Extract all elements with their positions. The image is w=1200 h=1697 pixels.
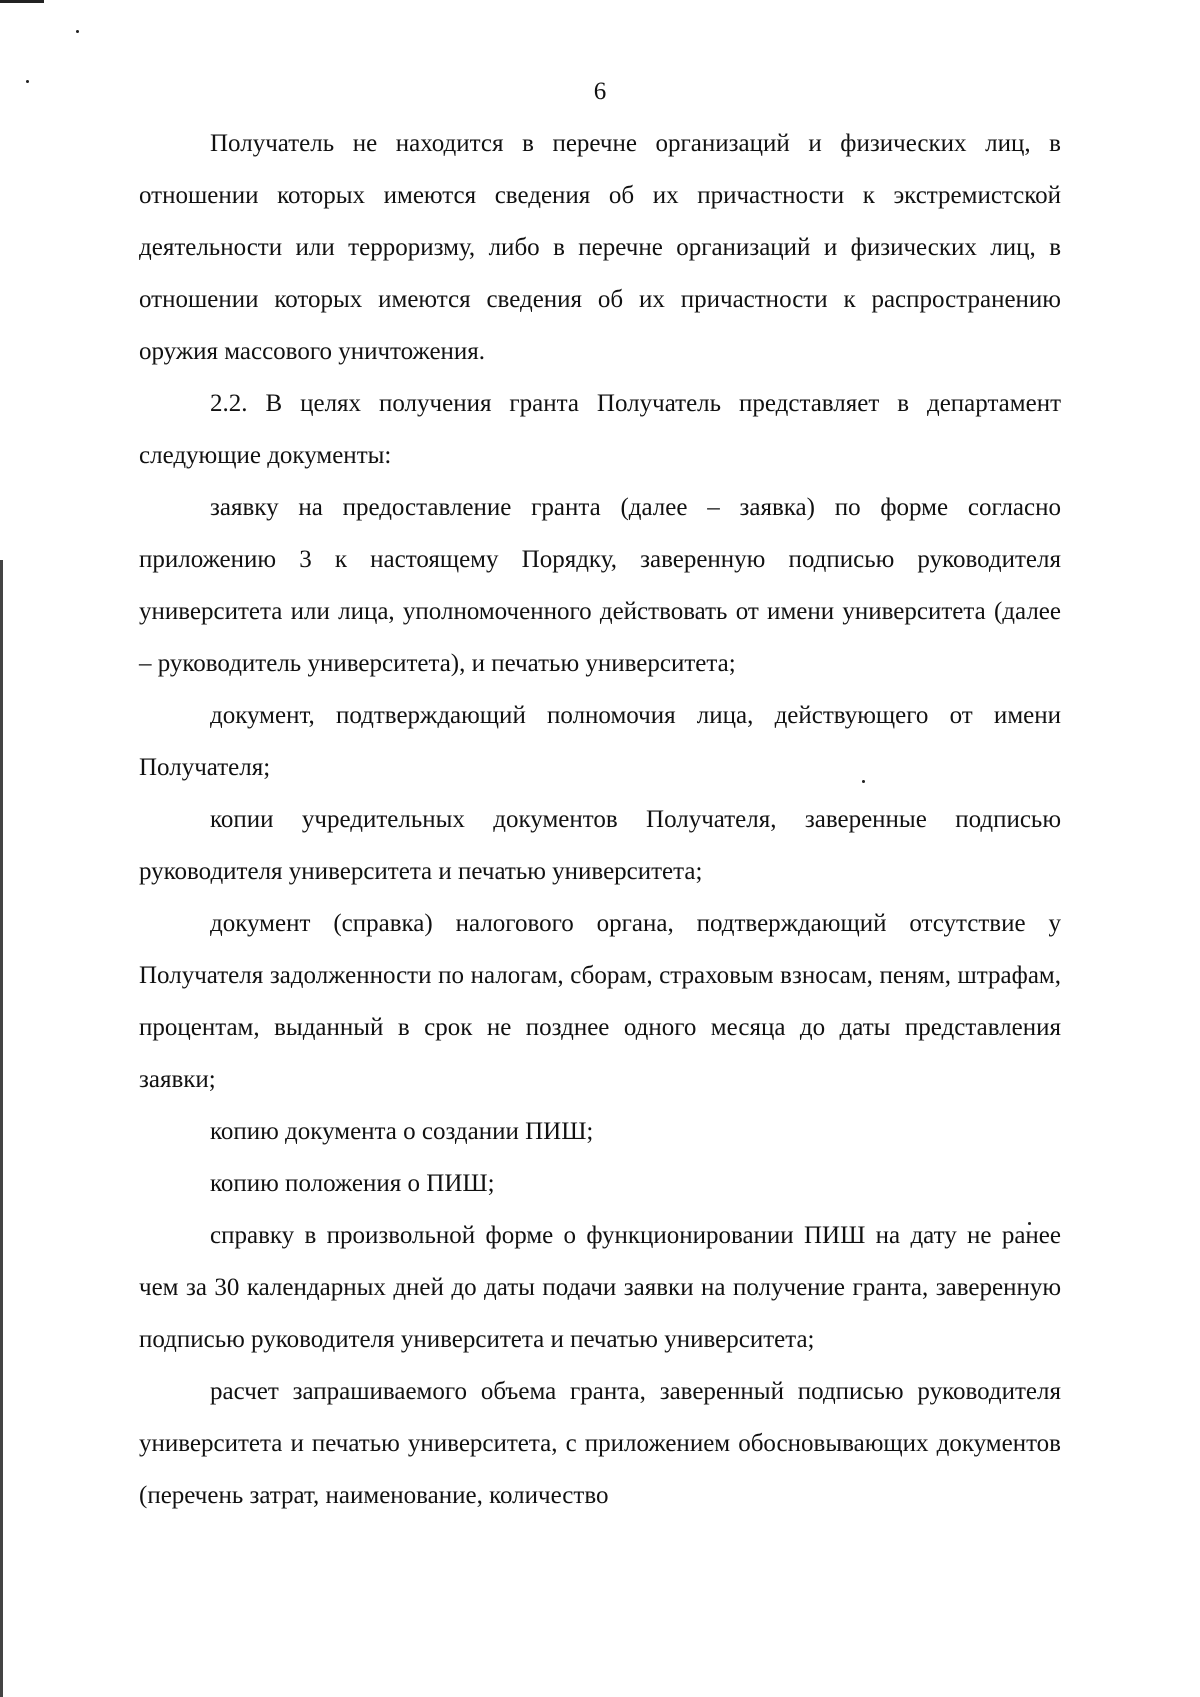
paragraph: заявку на предоставление гранта (далее – заявка) по форме согласно приложению 3 к настоящему Порядку, заверенную подписью руководителя университета или лица, уполномоченного действовать от имени университета (далее – руководитель университета), и печатью университета; xyxy=(139,494,1061,677)
paragraph: документ (справка) налогового органа, подтверждающий отсутствие у Получателя задолженности по налогам, сборам, страховым взносам, пеням, штрафам, процентам, выданный в срок не позднее одного месяца до даты представления заявки; xyxy=(139,910,1061,1093)
scan-speck xyxy=(76,30,79,33)
paragraph: 2.2. В целях получения гранта Получатель представляет в департамент следующие документы: xyxy=(139,390,1061,469)
paragraph: копии учредительных документов Получателя, заверенные подписью руководителя университета и печатью университета; xyxy=(139,806,1061,885)
paragraph: расчет запрашиваемого объема гранта, заверенный подписью руководителя университета и печатью университета, с приложением обосновывающих документов (перечень затрат, наименование, количество xyxy=(139,1378,1061,1509)
scan-edge-mark-top xyxy=(0,0,44,3)
paragraph: копию положения о ПИШ; xyxy=(210,1170,495,1197)
paragraph: справку в произвольной форме о функционировании ПИШ на дату не ранее чем за 30 календарных дней до даты подачи заявки на получение гранта, заверенную подписью руководителя университета и печатью университета; xyxy=(139,1222,1061,1353)
paragraph: копию документа о создании ПИШ; xyxy=(210,1118,594,1145)
paragraph: документ, подтверждающий полномочия лица, действующего от имени Получателя; xyxy=(139,702,1061,781)
document-body xyxy=(139,118,1061,1522)
page-number: 6 xyxy=(593,78,607,105)
scan-edge-mark-left xyxy=(0,560,3,1697)
paragraph: Получатель не находится в перечне организаций и физических лиц, в отношении которых имеются сведения об их причастности к экстремистской деятельности или терроризму, либо в перечне организаций и физических лиц, в отношении которых имеются сведения об их причастности к распространению оружия массового уничтожения. xyxy=(139,130,1061,365)
